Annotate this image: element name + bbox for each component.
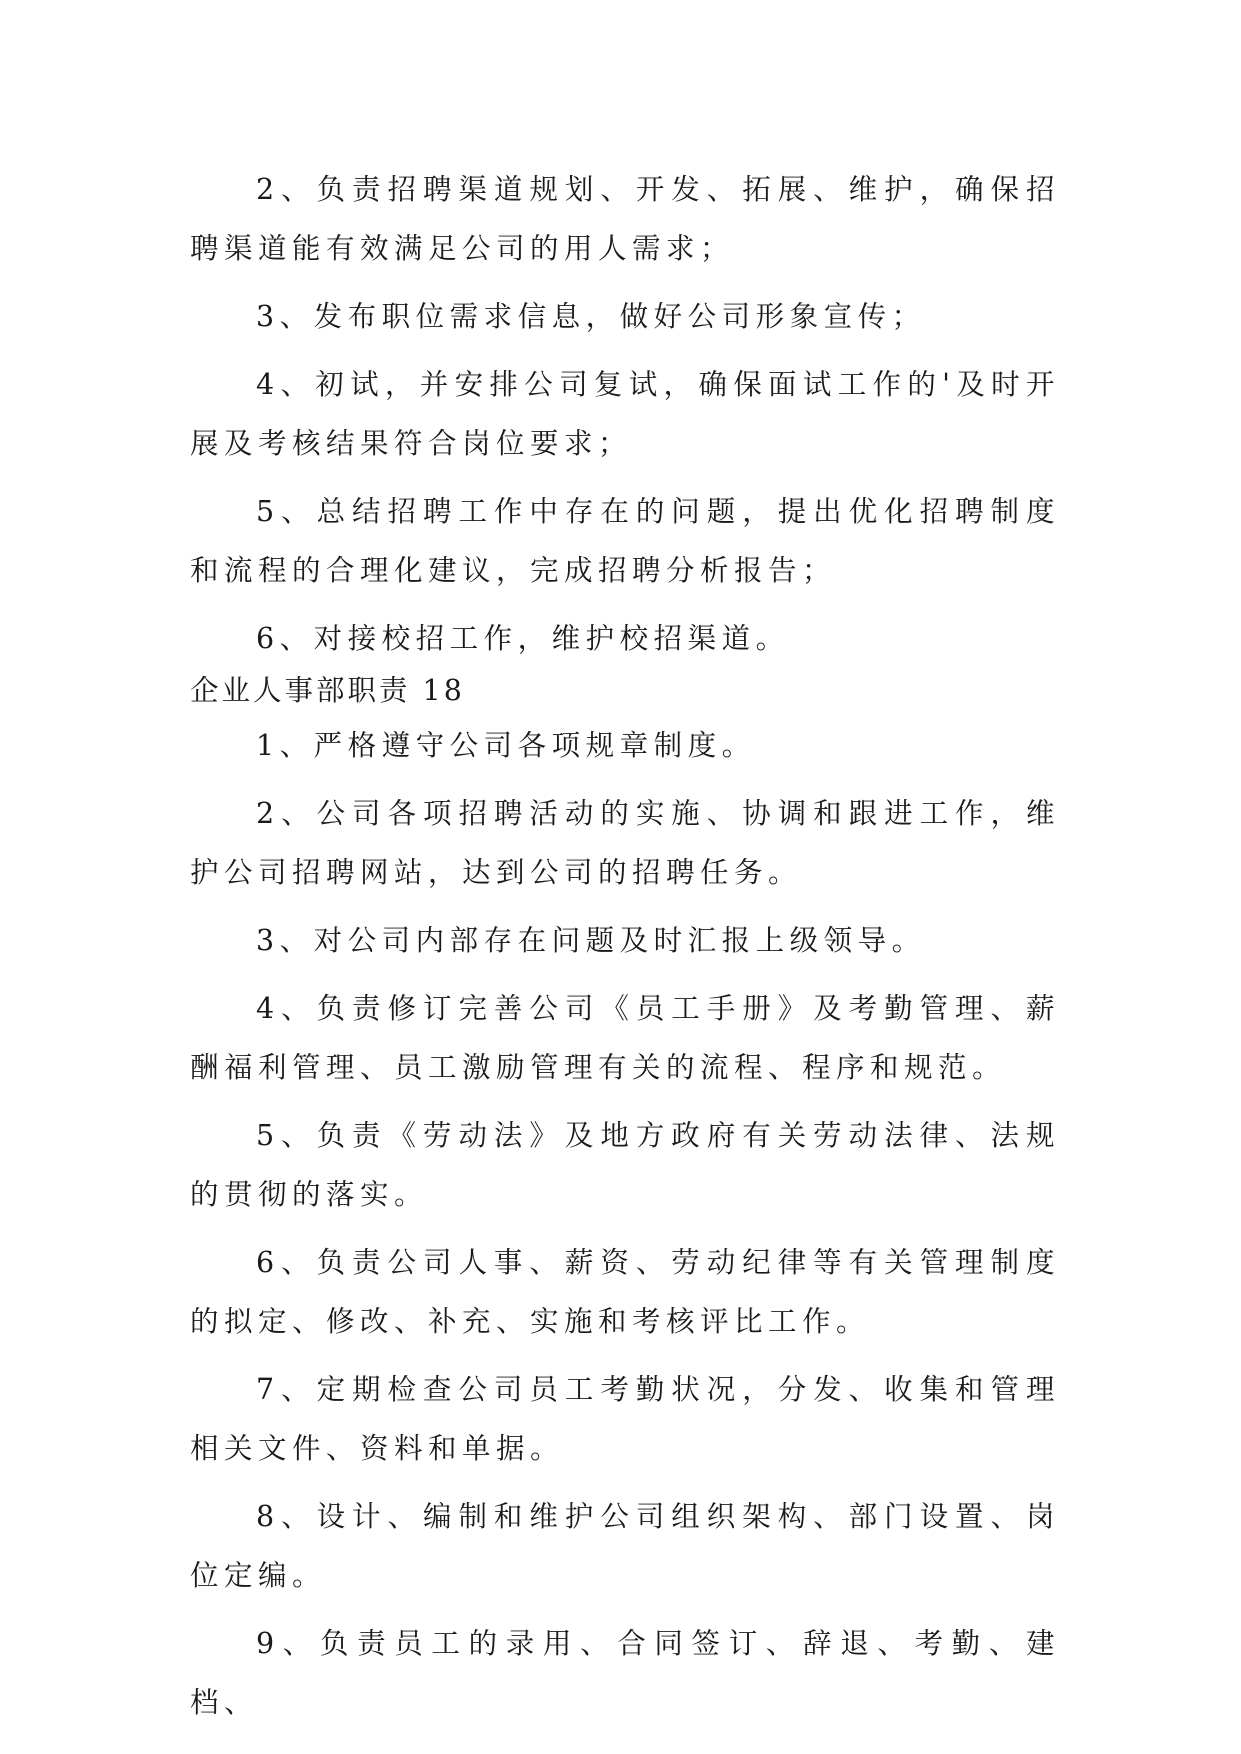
list-item: 9、负责员工的录用、合同签订、辞退、考勤、建档、	[190, 1627, 1060, 1719]
list-item: 4、初试，并安排公司复试，确保面试工作的'及时开展及考核结果符合岗位要求；	[190, 368, 1060, 460]
list-item: 6、负责公司人事、薪资、劳动纪律等有关管理制度的拟定、修改、补充、实施和考核评比工作。	[190, 1246, 1060, 1338]
list-item: 4、负责修订完善公司《员工手册》及考勤管理、薪酬福利管理、员工激励管理有关的流程、程序和规范。	[190, 992, 1060, 1084]
list-item: 5、总结招聘工作中存在的问题，提出优化招聘制度和流程的合理化建议，完成招聘分析报告；	[190, 495, 1060, 587]
list-item: 3、对公司内部存在问题及时汇报上级领导。	[256, 924, 926, 957]
list-item: 8、设计、编制和维护公司组织架构、部门设置、岗位定编。	[190, 1500, 1060, 1592]
list-item: 7、定期检查公司员工考勤状况，分发、收集和管理相关文件、资料和单据。	[190, 1373, 1060, 1465]
section-heading: 企业人事部职责 18	[190, 674, 465, 707]
list-item: 6、对接校招工作，维护校招渠道。	[256, 622, 790, 655]
list-item: 1、严格遵守公司各项规章制度。	[256, 729, 756, 762]
list-item: 2、公司各项招聘活动的实施、协调和跟进工作，维护公司招聘网站，达到公司的招聘任务。	[190, 797, 1060, 889]
document-body	[190, 160, 1060, 1719]
list-item: 5、负责《劳动法》及地方政府有关劳动法律、法规的贯彻的落实。	[190, 1119, 1060, 1211]
list-item: 3、发布职位需求信息，做好公司形象宣传；	[256, 300, 926, 333]
list-item: 2、负责招聘渠道规划、开发、拓展、维护，确保招聘渠道能有效满足公司的用人需求；	[190, 173, 1060, 265]
